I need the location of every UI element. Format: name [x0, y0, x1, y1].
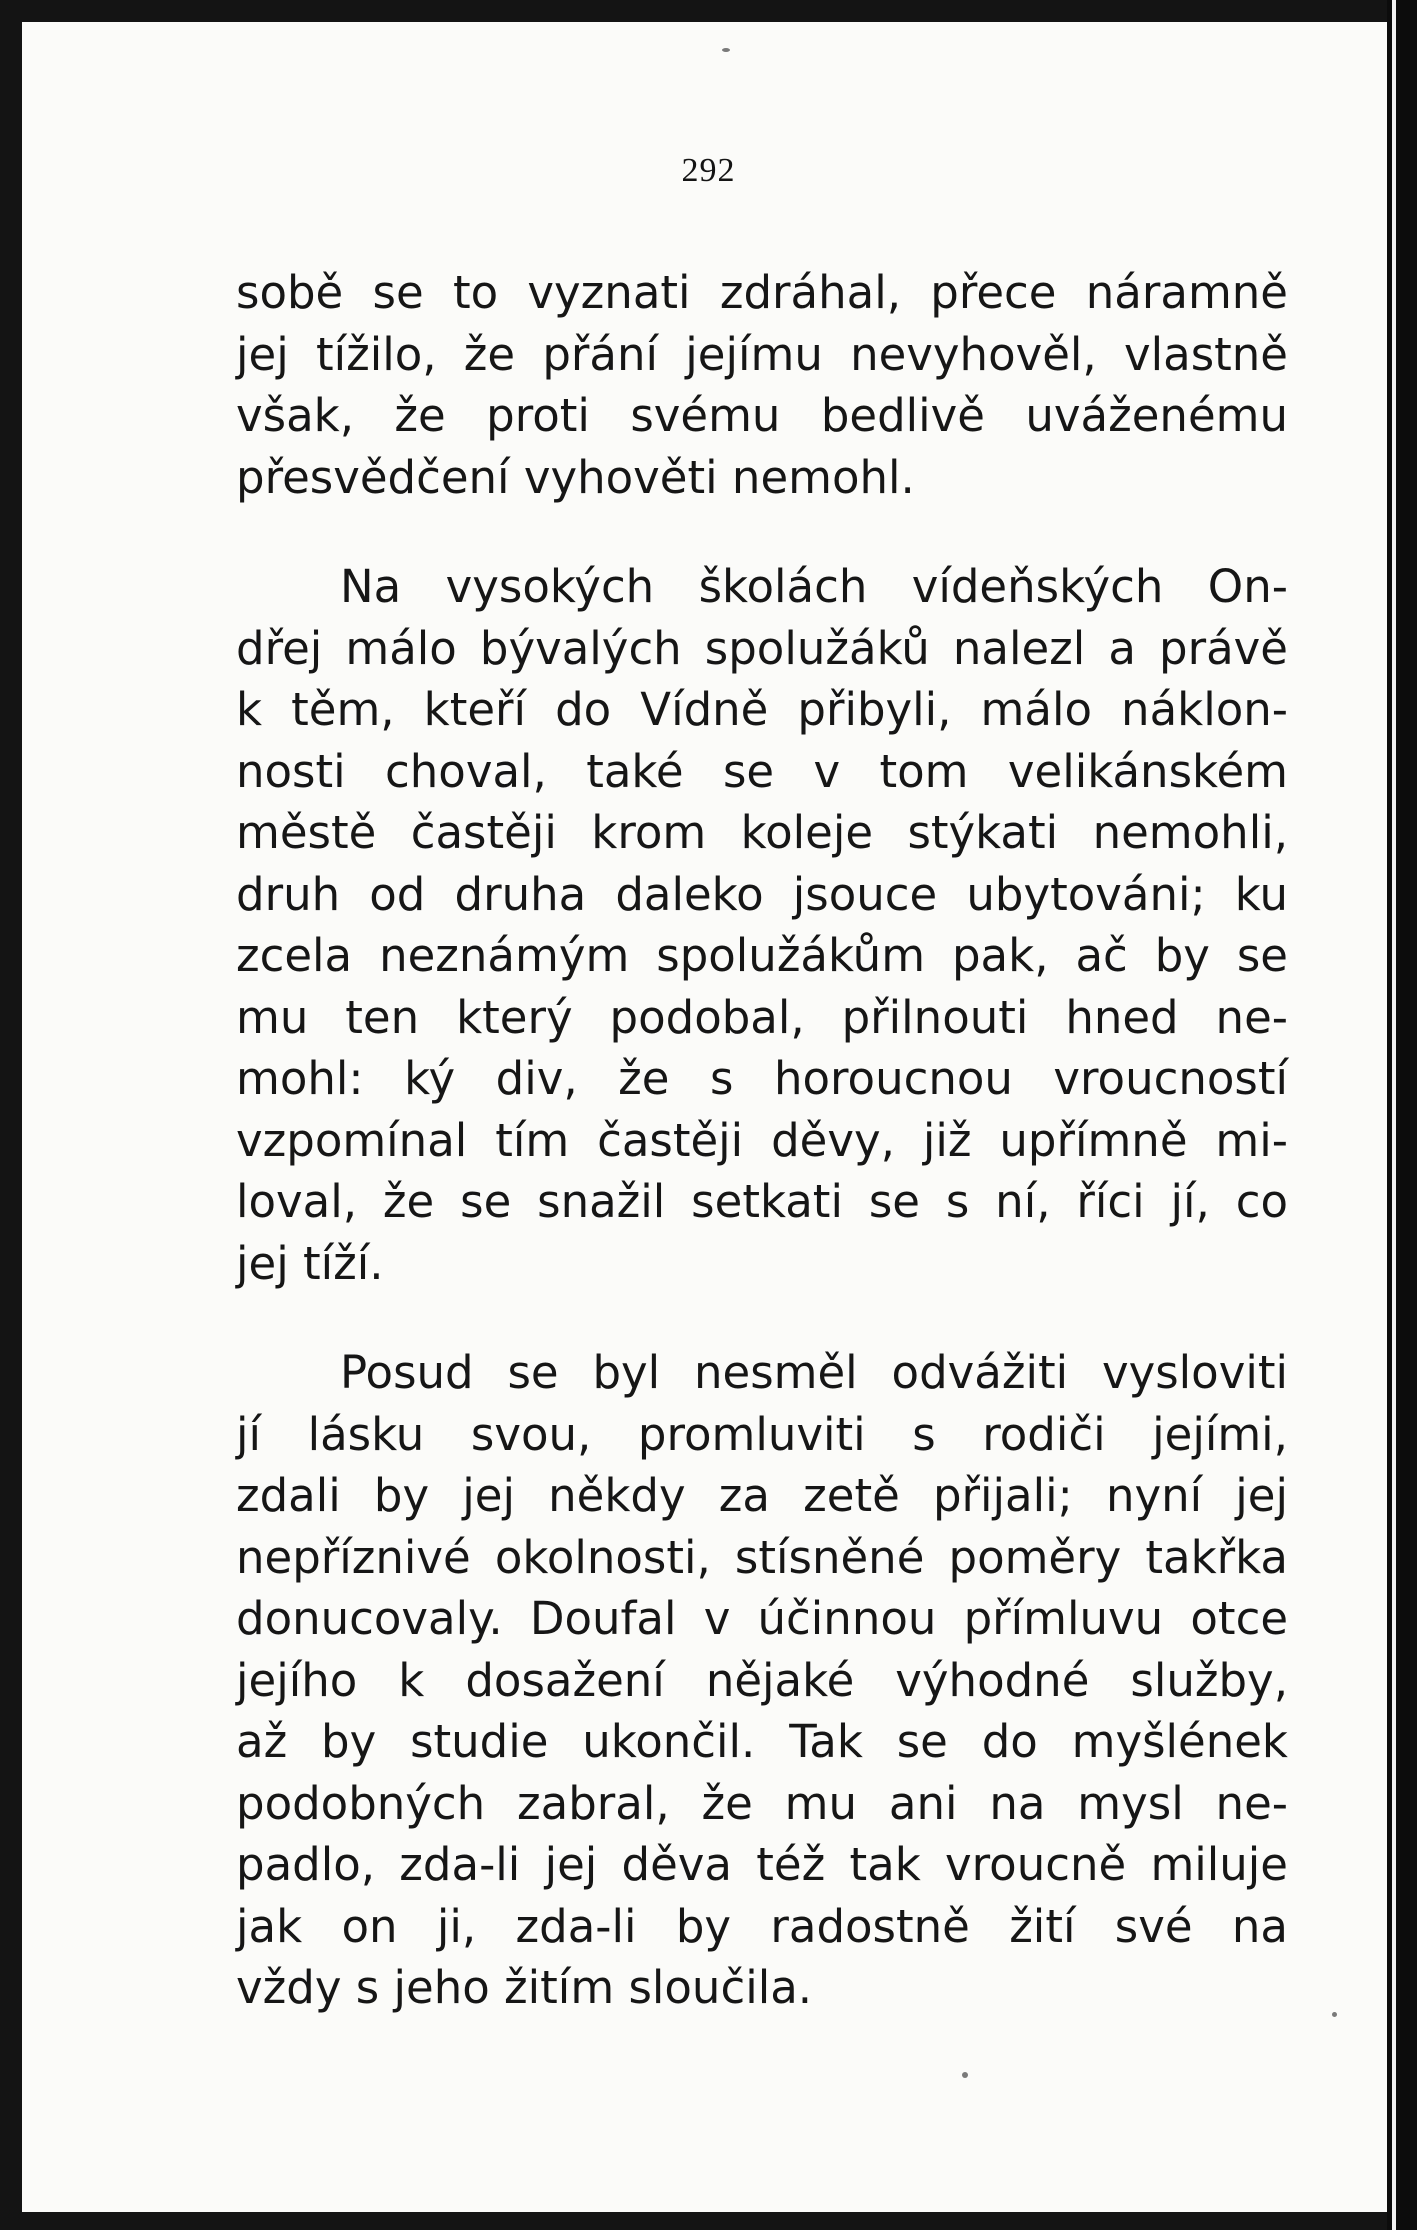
paragraph-1 — [236, 262, 1288, 508]
text-line: jí lásku svou, promluviti s rodiči jejími, — [236, 1407, 1288, 1461]
paper-speck — [722, 48, 730, 52]
text-line: nepříznivé okolnosti, stísněné poměry takřka — [236, 1530, 1288, 1584]
text-line: jak on ji, zda-li by radostně žití své na — [236, 1899, 1288, 1953]
paragraph-2 — [236, 556, 1288, 1294]
text-line: loval, že se snažil setkati se s ní, říci jí, co — [236, 1175, 1288, 1228]
text-line: městě častěji krom koleje stýkati nemohli, — [236, 806, 1288, 859]
text-line: donucovaly. Doufal v účinnou přímluvu otce — [236, 1592, 1288, 1645]
text-line: jej tížilo, že přání jejímu nevyhověl, vlastně — [236, 327, 1288, 381]
text-line: vzpomínal tím častěji děvy, již upřímně mi- — [236, 1113, 1288, 1167]
text-line: mu ten který podobal, přilnouti hned ne- — [236, 990, 1288, 1044]
text-line: vždy s jeho žitím sloučila. — [236, 1961, 813, 2014]
text-line: jej tíží. — [236, 1236, 384, 1290]
paragraph-3 — [236, 1342, 1288, 2019]
page-body-text — [236, 262, 1288, 2019]
paper-speck — [1332, 2012, 1337, 2017]
page-number: 292 — [681, 152, 736, 189]
text-line: sobě se to vyznati zdráhal, přece náramně — [236, 266, 1288, 319]
text-line: k těm, kteří do Vídně přibyli, málo náklon- — [236, 683, 1288, 736]
text-line: mohl: ký div, že s horoucnou vroucností — [236, 1052, 1288, 1105]
text-line: podobných zabral, že mu ani na mysl ne- — [236, 1776, 1288, 1830]
text-line: padlo, zda-li jej děva též tak vroucně miluje — [236, 1838, 1288, 1891]
text-line: však, že proti svému bedlivě uváženému — [236, 389, 1288, 442]
text-line: jejího k dosažení nějaké výhodné služby, — [236, 1653, 1288, 1707]
text-line: druh od druha daleko jsouce ubytováni; ku — [236, 867, 1288, 921]
text-line: dřej málo bývalých spolužáků nalezl a právě — [236, 621, 1288, 675]
paper-speck — [962, 2072, 968, 2078]
text-line: zcela neznámým spolužákům pak, ač by se — [236, 929, 1288, 982]
text-line: Na vysokých školách vídeňských On- — [340, 560, 1288, 613]
text-line: přesvědčení vyhověti nemohl. — [236, 450, 915, 504]
text-line: nosti choval, také se v tom velikánském — [236, 744, 1288, 798]
text-line: Posud se byl nesměl odvážiti vysloviti — [340, 1346, 1288, 1399]
page-edge-line — [1392, 0, 1396, 2230]
text-line: až by studie ukončil. Tak se do myšlének — [236, 1715, 1288, 1768]
text-line: zdali by jej někdy za zetě přijali; nyní jej — [236, 1469, 1288, 1522]
